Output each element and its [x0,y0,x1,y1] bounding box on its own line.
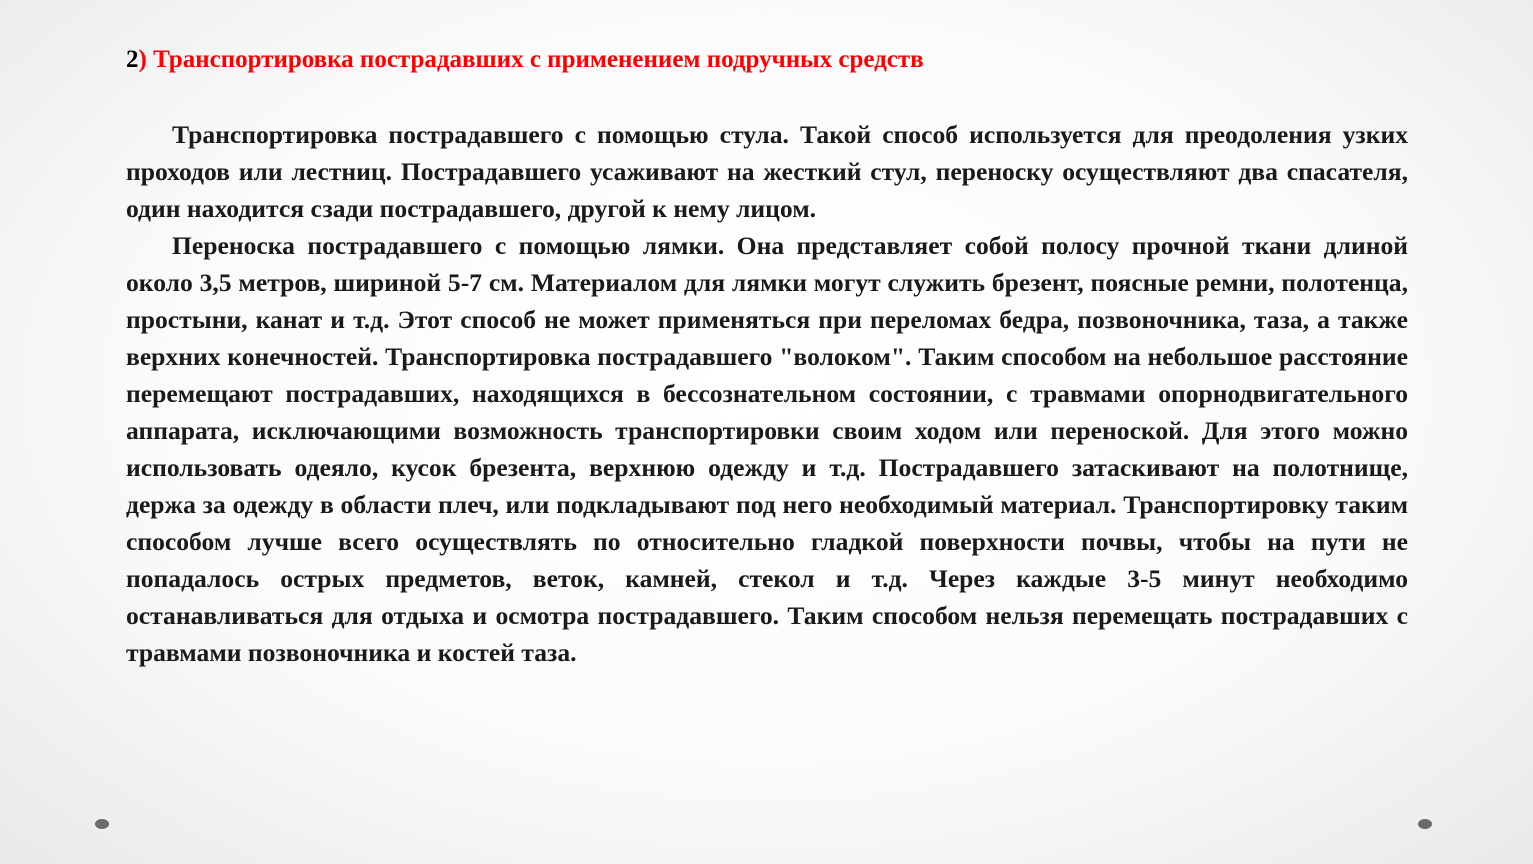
slide-body [126,116,1408,671]
heading-title: ) Транспортировка пострадавших с применением подручных средств [138,46,924,73]
paragraph-chair-transport: Транспортировка пострадавшего с помощью стула. Такой способ используется для преодоления узких проходов или лестниц. Пострадавшего усаживают на жесткий стул, переноску осуществляют два спасателя, один находится сзади пострадавшего, другой к нему лицом. [126,120,1408,223]
decorative-dot-left [95,819,109,829]
decorative-dot-right [1418,819,1432,829]
slide-heading [126,44,924,76]
paragraph-strap-and-drag-transport: Переноска пострадавшего с помощью лямки. Она представляет собой полосу прочной ткани длиной около 3,5 метров, шириной 5-7 см. Материалом для лямки могут служить брезент, поясные ремни, полотенца, простыни, канат и т.д. Этот способ не может применяться при переломах бедра, позвоночника, таза, а также верхних конечностей. Транспортировка пострадавшего "волоком". Таким способом на небольшое расстояние перемещают пострадавших, находящихся в бессознательном состоянии, с травмами опорнодвигательного аппарата, исключающими возможность транспортировки своим ходом или переноской. Для этого можно использовать одеяло, кусок брезента, верхнюю одежду и т.д. Пострадавшего затаскивают на полотнище, держа за одежду в области плеч, или подкладывают под него необходимый материал. Транспортировку таким способом лучше всего осуществлять по относительно гладкой поверхности почвы, чтобы на пути не попадалось острых предметов, веток, камней, стекол и т.д. Через каждые 3-5 минут необходимо останавливаться для отдыха и осмотра пострадавшего. Таким способом нельзя перемещать пострадавших с травмами позвоночника и костей таза. [126,231,1408,667]
heading-number: 2 [126,46,139,73]
